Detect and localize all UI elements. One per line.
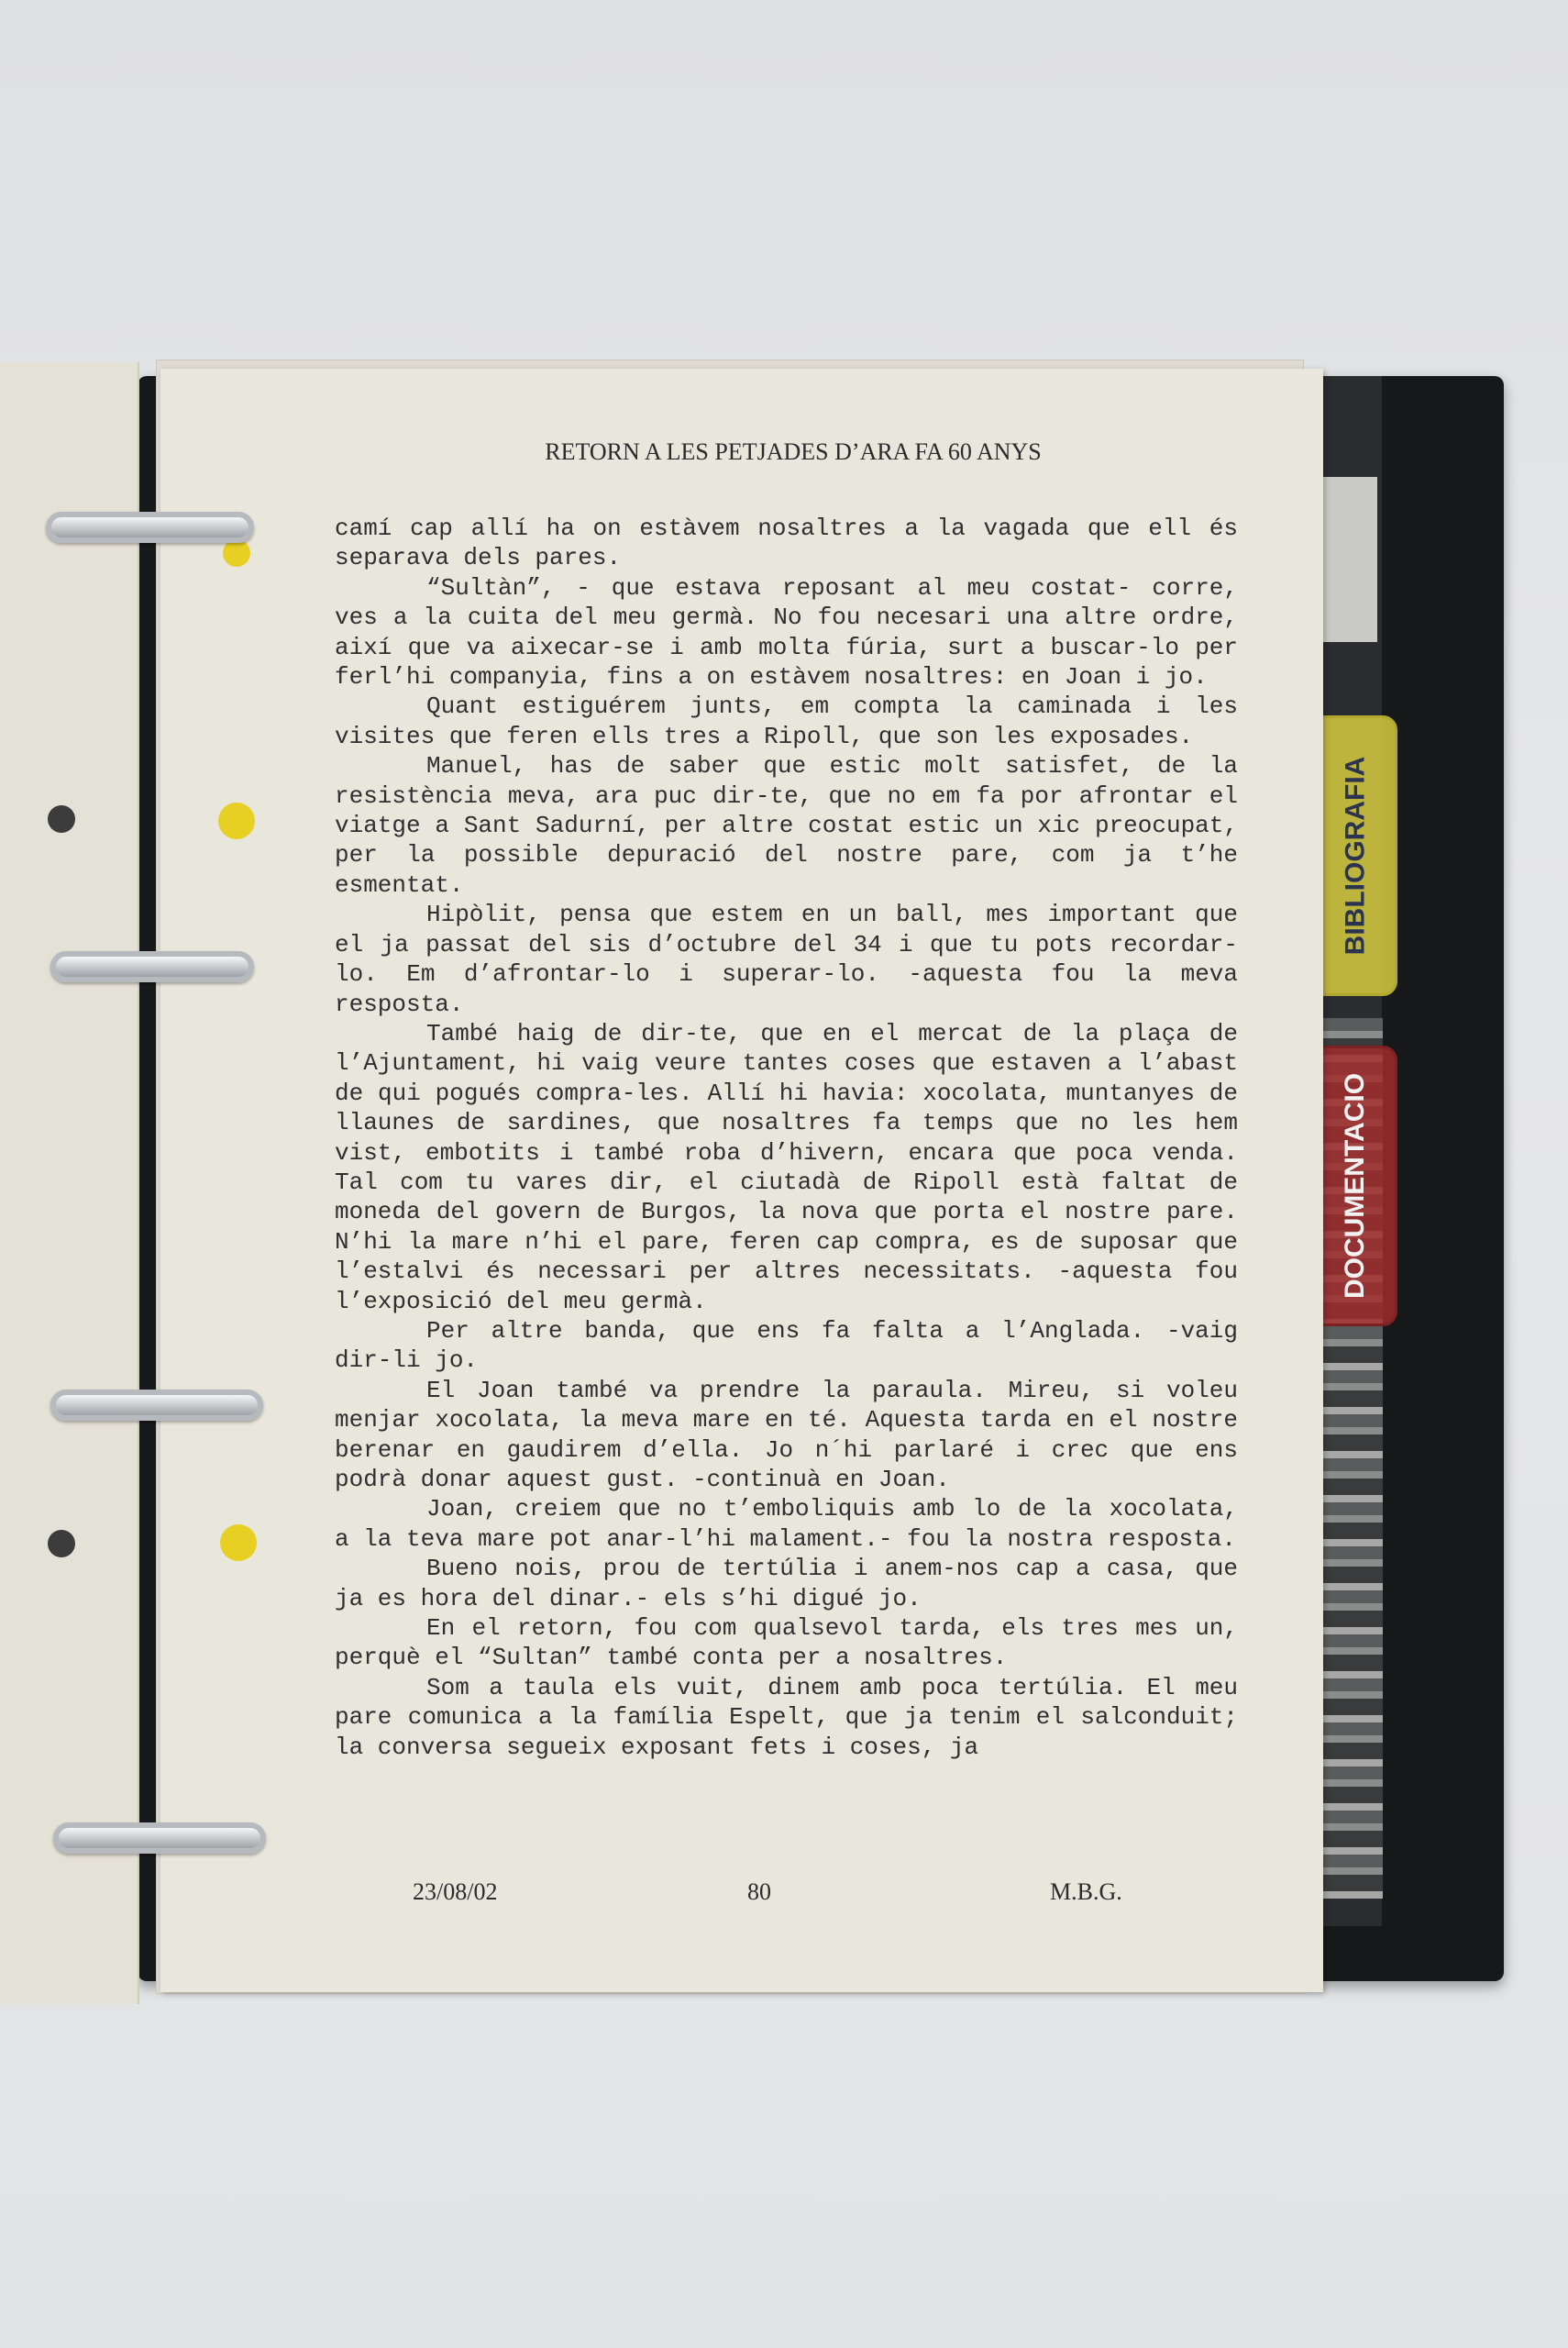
paragraph: Manuel, has de saber que estic molt satisfet, de la resistència meva, ara puc dir-te, que no em fa por afrontar el viatge a Sant Sadurní, per altre costat estic un xic preocupat, per la possible depuració del nostre pare, com ja t’he esmentat. — [335, 752, 1238, 899]
paragraph: També haig de dir-te, que en el mercat de la plaça de l’Ajuntament, hi vaig veure tantes coses que estaven a l’abast de qui pogués compra-les. Allí hi havia: xocolata, muntanyes de llaunes de sardines, que nosaltres fa temps que no les hem vist, embotits i també roba d’hivern, encara que poca venda. Tal com tu vares dir, el ciutadà de Ripoll està faltat de moneda del govern de Burgos, la nova que porta el nostre pare. N’hi la mare n’hi el pare, feren cap compra, es de suposar que l’estalvi és necessari per altres necessitats. -aquesta fou l’exposició del meu germà. — [335, 1019, 1238, 1315]
clipping-edge — [1320, 477, 1377, 642]
binder-ring — [53, 1822, 266, 1854]
paragraph: camí cap allí ha on estàvem nosaltres a la vagada que ell és separava dels pares. — [335, 515, 1238, 572]
paragraph: Quant estiguérem junts, em compta la caminada i les visites que feren ells tres a Ripoll, que son les exposades. — [335, 692, 1238, 750]
binder-ring — [50, 951, 254, 982]
tab-bibliografia[interactable] — [1313, 715, 1397, 996]
binder-ring — [50, 1390, 263, 1421]
left-page — [0, 362, 139, 2004]
punch-hole — [48, 1530, 75, 1557]
page-body — [335, 514, 1238, 1762]
paragraph: Hipòlit, pensa que estem en un ball, mes important que el ja passat del sis d’octubre del 34 i que tu pots recordar-lo. Em d’afrontar-lo i superar-lo. -aquesta fou la meva resposta. — [335, 901, 1238, 1018]
paragraph: En el retorn, fou com qualsevol tarda, els tres mes un, perquè el “Sultan” també conta per a nosaltres. — [335, 1614, 1238, 1672]
paragraph: Som a taula els vuit, dinem amb poca tertúlia. El meu pare comunica a la família Espelt, que ja tenim el salconduit; la conversa segueix exposant fets i coses, ja — [335, 1673, 1238, 1761]
footer-author: M.B.G. — [1050, 1878, 1122, 1905]
paragraph: Joan, creiem que no t’emboliquis amb lo de la xocolata, a la teva mare pot anar-l’hi malament.- fou la nostra resposta. — [335, 1495, 1238, 1553]
punch-hole-yellow — [223, 539, 250, 567]
paragraph: Bueno nois, prou de tertúlia i anem-nos cap a casa, que ja es hora del dinar.- els s’hi digué jo. — [335, 1555, 1238, 1612]
running-header: RETORN A LES PETJADES D’ARA FA 60 ANYS — [545, 438, 1042, 465]
tab-documentacio-label: DOCUMENTACIO — [1340, 1072, 1370, 1300]
paragraph: “Sultàn”, - que estava reposant al meu costat- corre, ves a la cuita del meu germà. No fou necesari una altre ordre, així que va aixecar-se i amb molta fúria, surt a buscar-lo per ferl’hi companyia, fins a on estàvem nosaltres: en Joan i jo. — [335, 573, 1238, 692]
paragraph: Per altre banda, que ens fa falta a l’Anglada. -vaig dir-li jo. — [335, 1316, 1238, 1375]
binder-ring — [46, 512, 254, 543]
punch-hole — [48, 805, 75, 833]
paragraph: El Joan també va prendre la paraula. Mireu, si voleu menjar xocolata, la meva mare en té. Aquesta tarda en el nostre berenar en gaudirem d’ella. Jo n´hi parlaré i crec que ens podrà donar aquest gust. -continuà en Joan. — [335, 1376, 1238, 1493]
punch-hole-yellow — [220, 1524, 257, 1561]
tab-documentacio[interactable] — [1313, 1046, 1397, 1326]
punch-hole-yellow — [218, 803, 255, 839]
footer-date: 23/08/02 — [413, 1878, 498, 1905]
footer-page-number: 80 — [747, 1878, 771, 1905]
tab-bibliografia-label: BIBLIOGRAFIA — [1340, 756, 1370, 956]
